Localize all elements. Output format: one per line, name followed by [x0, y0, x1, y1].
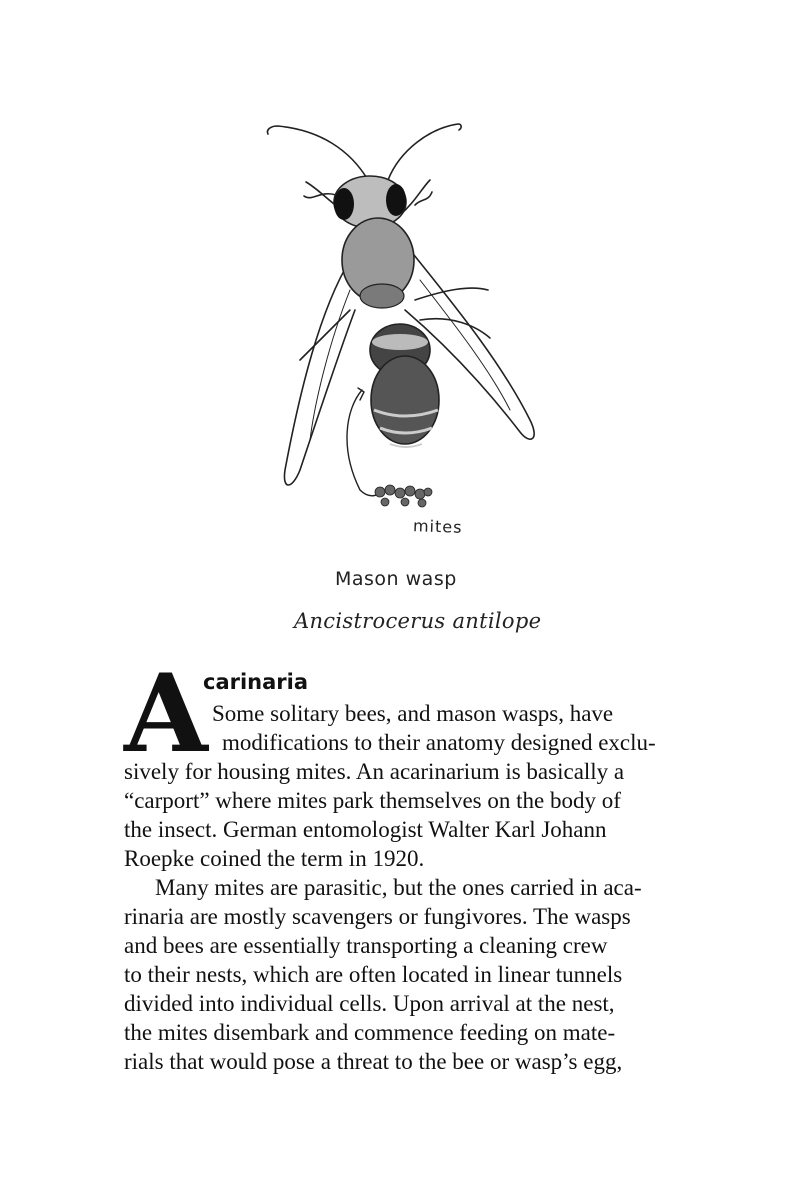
right-antenna	[388, 124, 461, 180]
body-line: the insect. German entomologist Walter Karl Johann	[124, 817, 607, 842]
body-line: rinaria are mostly scavengers or fungivores. The wasps	[124, 904, 631, 929]
mites-label: mites	[412, 516, 463, 537]
body-line: sively for housing mites. An acarinarium is basically a	[124, 759, 625, 784]
right-eye	[386, 184, 406, 216]
body-line: Some solitary bees, and mason wasps, have	[212, 701, 614, 726]
left-antenna	[267, 126, 368, 180]
mites-cluster	[375, 485, 432, 507]
wasp-abdomen	[371, 356, 439, 444]
caption-scientific-name: Ancistrocerus antilope	[294, 609, 542, 633]
drop-cap: A	[124, 651, 208, 777]
body-line: and bees are essentially transporting a cleaning crew	[124, 933, 608, 958]
body-line: Many mites are parasitic, but the ones carried in aca-	[155, 875, 642, 900]
body-line: modifications to their anatomy designed exclu-	[222, 730, 656, 755]
body-line: rials that would pose a threat to the bee or wasp’s egg,	[124, 1049, 623, 1074]
body-line: to their nests, which are often located in linear tunnels	[124, 962, 623, 987]
left-eye	[334, 188, 354, 220]
caption-common-name: Mason wasp	[335, 568, 457, 590]
left-wing	[284, 260, 355, 485]
mason-wasp-illustration	[240, 110, 570, 550]
body-line: Roepke coined the term in 1920.	[124, 846, 425, 871]
body-line: “carport” where mites park themselves on the body of	[124, 788, 621, 813]
body-line: the mites disembark and commence feeding on mate-	[124, 1020, 616, 1045]
body-line: divided into individual cells. Upon arrival at the nest,	[124, 991, 615, 1016]
entry-title: carinaria	[203, 670, 309, 694]
